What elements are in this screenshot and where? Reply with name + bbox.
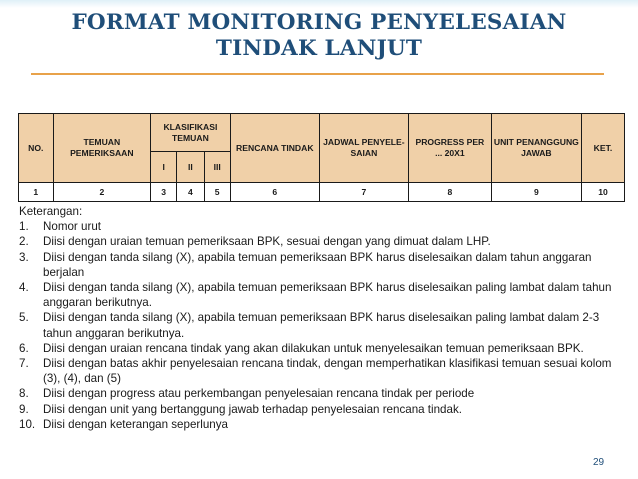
column-number-row [19,183,625,202]
note-number: 3. [19,250,29,264]
header-no: NO. [19,114,54,183]
column-number: 9 [491,183,581,202]
note-text: Diisi dengan progress atau perkembangan penyelesaian rencana tindak per periode [43,387,475,401]
note-text: Diisi dengan uraian rencana tindak yang akan dilakukan untuk menyelesaikan temuan pemeriksaan BPK. [43,341,584,355]
header-ket: KET. [581,114,624,183]
note-number: 1. [19,220,29,234]
note-item [19,356,624,386]
note-text: Diisi dengan unit yang bertanggung jawab terhadap penyelesaian rencana tindak. [43,402,462,416]
top-gradient-band [0,0,638,8]
header-klasifikasi-ii: II [177,152,204,183]
note-text: Diisi dengan batas akhir penyelesaian rencana tindak, dengan memperhatikan klasifikasi temuan sesuai kolom (3), (4), dan (5) [43,357,612,386]
header-klasifikasi: KLASIFIKASI TEMUAN [151,114,231,152]
header-klasifikasi-i: I [151,152,177,183]
note-item [19,402,624,417]
notes-section [19,204,624,432]
note-number: 10. [19,417,36,431]
header-klasifikasi-iii: III [204,152,230,183]
column-number: 6 [230,183,319,202]
note-text: Diisi dengan tanda silang (X), apabila temuan pemeriksaan BPK harus diselesaikan dalam tahun anggaran berjalan [43,250,592,279]
monitoring-table [18,113,625,202]
note-item [19,310,624,340]
column-number: 4 [177,183,204,202]
note-item [19,234,624,249]
column-number: 10 [581,183,624,202]
header-unit: UNIT PENANGGUNG JAWAB [491,114,581,183]
note-number: 5. [19,311,29,325]
note-number: 9. [19,402,29,416]
title-line-1: FORMAT MONITORING PENYELESAIAN [71,10,567,35]
note-item [19,341,624,356]
page-number: 29 [593,457,605,468]
header-jadwal: JADWAL PENYELE-SAIAN [319,114,408,183]
page-title [0,10,638,62]
note-number: 8. [19,387,29,401]
note-text: Nomor urut [43,220,101,234]
column-number: 2 [53,183,151,202]
title-line-2: TINDAK LANJUT [215,36,423,61]
note-text: Diisi dengan keterangan seperlunya [43,417,228,431]
note-number: 6. [19,341,29,355]
note-item [19,417,624,432]
column-number: 5 [204,183,230,202]
note-number: 4. [19,281,29,295]
note-item [19,219,624,234]
note-text: Diisi dengan tanda silang (X), apabila temuan pemeriksaan BPK harus diselesaikan paling lambat dalam 2-3 tahun anggaran berikutnya. [43,311,600,340]
note-item [19,386,624,401]
column-number: 7 [319,183,408,202]
column-number: 8 [408,183,491,202]
column-number: 1 [19,183,54,202]
notes-heading: Keterangan: [19,205,83,218]
note-text: Diisi dengan uraian temuan pemeriksaan BPK, sesuai dengan yang dimuat dalam LHP. [43,235,491,249]
column-number: 3 [151,183,177,202]
title-divider [31,73,604,75]
note-number: 2. [19,235,29,249]
header-temuan: TEMUAN PEMERIKSAAN [53,114,151,183]
note-number: 7. [19,357,29,371]
note-text: Diisi dengan tanda silang (X), apabila temuan pemeriksaan BPK harus diselesaikan paling lambat dalam tahun anggaran berikutnya. [43,281,612,310]
header-rencana: RENCANA TINDAK [230,114,319,183]
note-item [19,280,624,310]
note-item [19,250,624,280]
header-progress: PROGRESS PER ... 20X1 [408,114,491,183]
